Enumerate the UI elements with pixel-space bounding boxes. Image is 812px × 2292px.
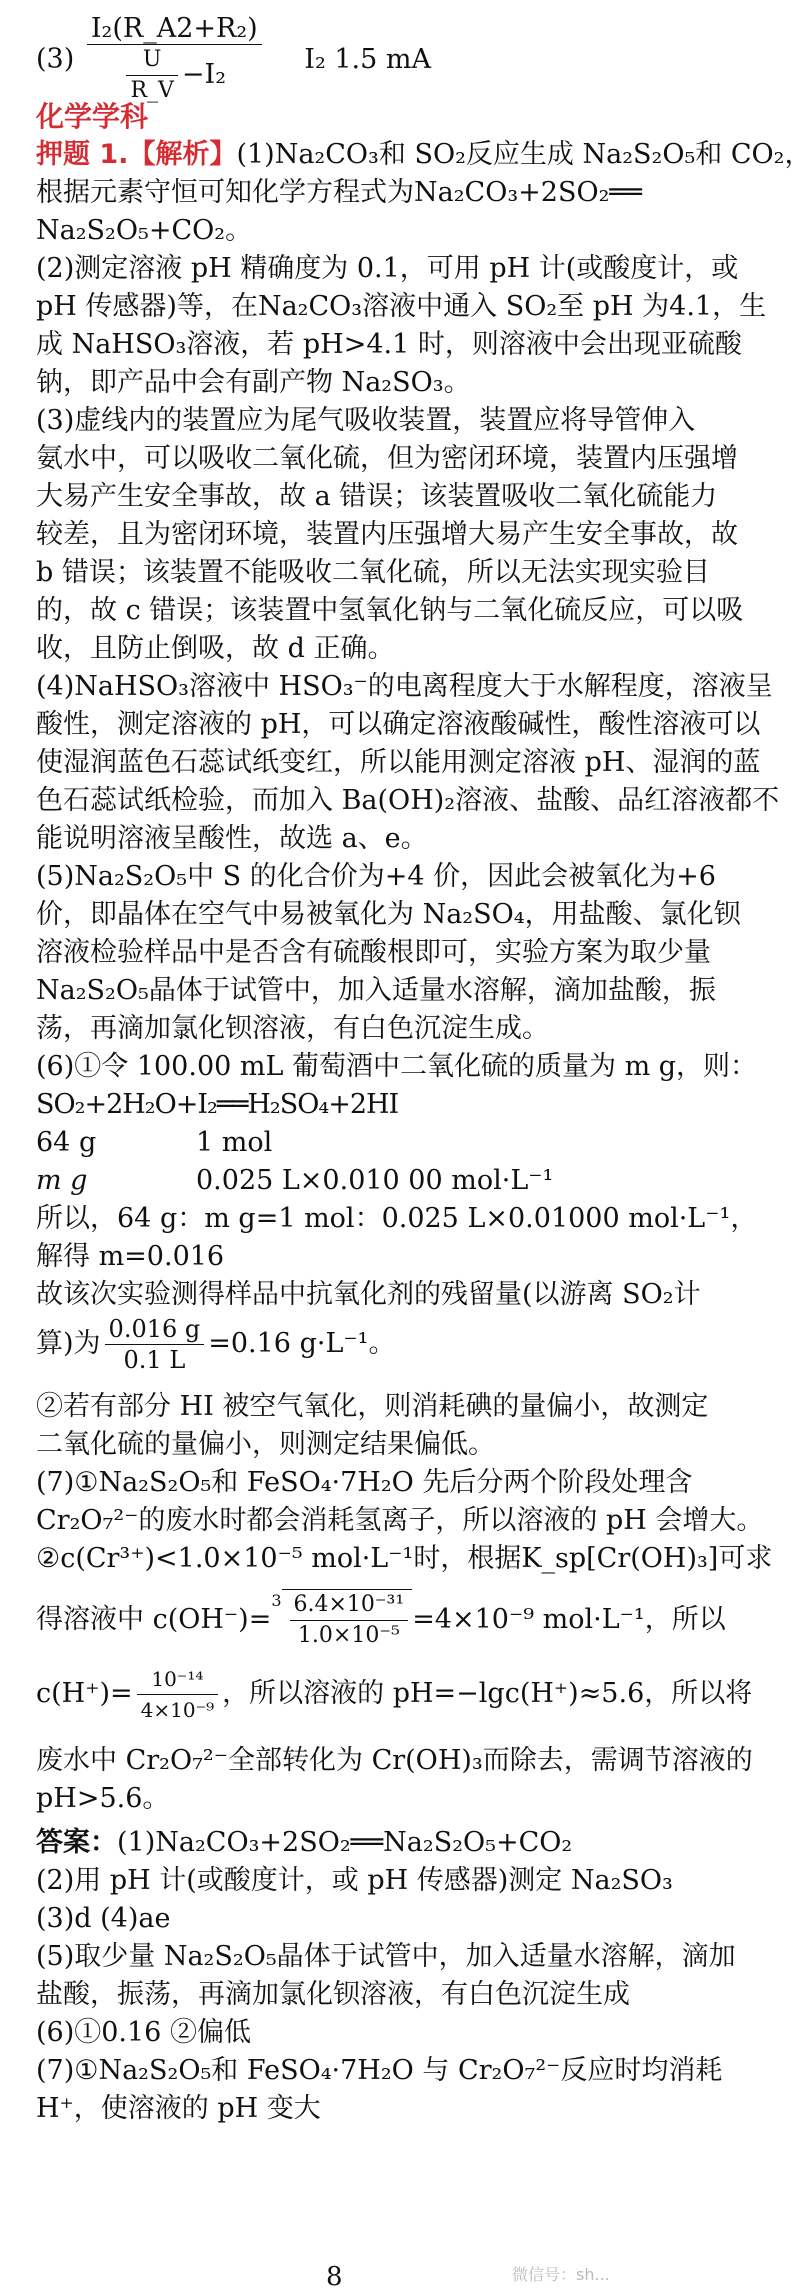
inner-numerator: U: [126, 45, 177, 76]
concentration-fraction: [105, 1314, 205, 1375]
para-line-15: (4)NaHSO₃溶液中 HSO₃⁻的电离程度大于水解程度，溶液呈: [36, 671, 773, 702]
inner-denominator: R_V: [130, 78, 174, 103]
para-line-38: [36, 1584, 726, 1654]
fraction-denominator: [87, 45, 262, 106]
para-line-16: 酸性，测定溶液的 pH，可以确定溶液酸碱性，酸性溶液可以: [36, 709, 761, 740]
fraction-numerator: 0.016 g: [105, 1314, 205, 1345]
para-line-12: b 错误；该装置不能吸收二氧化硫，所以无法实现实验目: [36, 557, 710, 588]
stoich-amount: 0.025 L×0.010 00 mol·L⁻¹: [196, 1165, 554, 1196]
cube-root-index: 3: [271, 1591, 282, 1610]
h-ion-fraction: [137, 1664, 219, 1725]
para-line-34: 二氧化硫的量偏小，则测定结果偏低。: [36, 1429, 495, 1460]
para-line-19: 能说明溶液呈酸性，故选 a、e。: [36, 823, 428, 854]
para-line-6: 成 NaHSO₃溶液，若 pH>4.1 时，则溶液中会出现亚硫酸: [36, 329, 742, 360]
para-line-3: Na₂S₂O₅+CO₂。: [36, 215, 253, 246]
stoich-mass: 64 g: [36, 1127, 97, 1158]
text: 得溶液中 c(OH⁻)=: [36, 1604, 272, 1635]
para-line-31: 故该次实验测得样品中抗氧化剂的残留量(以游离 SO₂计: [36, 1279, 701, 1310]
para-line-25: (6)①令 100.00 mL 葡萄酒中二氧化硫的质量为 m g，则：: [36, 1051, 758, 1082]
text: ，所以溶液的 pH=−lgc(H⁺)≈5.6，所以将: [222, 1678, 753, 1709]
inner-fraction: [126, 45, 177, 106]
para-line-9: 氨水中，可以吸收二氧化硫，但为密闭环境，装置内压强增: [36, 443, 738, 474]
para-line-13: 的，故 c 错误；该装置中氢氧化钠与二氧化硫反应，可以吸: [36, 595, 744, 626]
para-line-14: 收，且防止倒吸，故 d 正确。: [36, 633, 395, 664]
text: c(H⁺)=: [36, 1678, 133, 1709]
answers-label: 答案：: [36, 1827, 117, 1858]
para-line-8: (3)虚线内的装置应为尾气吸收装置，装置应将导管伸入: [36, 405, 696, 436]
fraction-denominator: 1.0×10⁻⁵: [297, 1623, 400, 1648]
para-line-18: 色石蕊试纸检验，而加入 Ba(OH)₂溶液、盐酸、品红溶液都不: [36, 785, 780, 816]
para-line-41: pH>5.6。: [36, 1783, 170, 1814]
para-line-29: 所以，64 g：m g=1 mol：0.025 L×0.01000 mol·L⁻¹，: [36, 1203, 758, 1234]
answer-line-5a: (5)取少量 Na₂S₂O₅晶体于试管中，加入适量水溶解，滴加: [36, 1941, 736, 1972]
para-line-20: (5)Na₂S₂O₅中 S 的化合价为+4 价，因此会被氧化为+6: [36, 861, 716, 892]
minus-term: −I₂: [181, 59, 227, 90]
stoich-row-1: [36, 1126, 696, 1160]
fraction-numerator: 10⁻¹⁴: [137, 1664, 219, 1695]
answer-line-5b: 盐酸，振荡，再滴加氯化钡溶液，有白色沉淀生成: [36, 1979, 630, 2010]
para-line-5: pH 传感器)等，在Na₂CO₃溶液中通入 SO₂至 pH 为4.1，生: [36, 291, 767, 322]
para-line-36: Cr₂O₇²⁻的废水时都会消耗氢离子，所以溶液的 pH 会增大。: [36, 1505, 764, 1536]
text: (1)Na₂CO₃+2SO₂══Na₂S₂O₅+CO₂: [117, 1827, 573, 1858]
answer-line-1: [36, 1826, 696, 1860]
watermark: 微信号：sh...: [512, 2265, 610, 2284]
text: 算)为: [36, 1328, 101, 1359]
para-line-32: [36, 1314, 696, 1380]
para-line-24: 荡，再滴加氯化钡溶液，有白色沉淀生成。: [36, 1013, 549, 1044]
fraction-denominator: 0.1 L: [123, 1346, 186, 1374]
answer-line-2: (2)用 pH 计(或酸度计，或 pH 传感器)测定 Na₂SO₃: [36, 1865, 673, 1896]
fraction-denominator: 4×10⁻⁹: [140, 1698, 215, 1722]
para-line-17: 使湿润蓝色石蕊试纸变红，所以能用测定溶液 pH、湿润的蓝: [36, 747, 761, 778]
text: =0.16 g·L⁻¹。: [208, 1328, 396, 1359]
stoich-row-2: [36, 1164, 696, 1198]
section-title: 化学学科: [36, 100, 149, 133]
para-line-21: 价，即晶体在空气中易被氧化为 Na₂SO₄，用盐酸、氯化钡: [36, 899, 741, 930]
stoich-mol: 1 mol: [196, 1127, 273, 1158]
answer-line-7a: (7)①Na₂S₂O₅和 FeSO₄·7H₂O 与 Cr₂O₇²⁻反应时均消耗: [36, 2055, 723, 2086]
para-line-40: 废水中 Cr₂O₇²⁻全部转化为 Cr(OH)₃而除去，需调节溶液的: [36, 1745, 753, 1776]
item-label: (3): [36, 43, 75, 75]
header-tail: I₂ 1.5 mA: [304, 43, 431, 75]
para-line-37: ②c(Cr³⁺)<1.0×10⁻⁵ mol·L⁻¹时，根据K_sp[Cr(OH)₃]可求: [36, 1543, 773, 1574]
answer-line-3: (3)d (4)ae: [36, 1903, 171, 1934]
para-line-22: 溶液检验样品中是否含有硫酸根即可，实验方案为取少量: [36, 937, 711, 968]
para-line-4: (2)测定溶液 pH 精确度为 0.1，可用 pH 计(或酸度计，或: [36, 253, 739, 284]
page-number: 8: [326, 2262, 343, 2292]
reaction-equation: SO₂+2H₂O+I₂══H₂SO₄+2HI: [36, 1089, 399, 1120]
para-line-23: Na₂S₂O₅晶体于试管中，加入适量水溶解，滴加盐酸，振: [36, 975, 716, 1006]
para-line-11: 较差，且为密闭环境，装置内压强增大易产生安全事故，故: [36, 519, 738, 550]
header-formula: [36, 13, 696, 103]
para-line-33: ②若有部分 HI 被空气氧化，则消耗碘的量偏小，故测定: [36, 1391, 709, 1422]
fraction-numerator: I₂(R_A2+R₂): [87, 14, 262, 45]
cube-root: [282, 1589, 413, 1651]
para-line-2: 根据元素守恒可知化学方程式为Na₂CO₃+2SO₂══: [36, 177, 642, 208]
para-line-1: [36, 138, 812, 172]
para-line-35: (7)①Na₂S₂O₅和 FeSO₄·7H₂O 先后分两个阶段处理含: [36, 1467, 693, 1498]
para-line-10: 大易产生安全事故，故 a 错误；该装置吸收二氧化硫能力: [36, 481, 718, 512]
ksp-fraction: [290, 1590, 409, 1651]
fraction-numerator: 6.4×10⁻³¹: [290, 1590, 409, 1621]
main-fraction: [87, 14, 262, 106]
problem-label: 押题 1.【解析】: [36, 139, 237, 170]
answer-line-6: (6)①0.16 ②偏低: [36, 2017, 251, 2048]
text: =4×10⁻⁹ mol·L⁻¹，所以: [412, 1604, 726, 1635]
para-line-30: 解得 m=0.016: [36, 1241, 225, 1272]
para-line-7: 钠，即产品中会有副产物 Na₂SO₃。: [36, 367, 471, 398]
stoich-mass-var: m g: [36, 1165, 88, 1196]
text: (1)Na₂CO₃和 SO₂反应生成 Na₂S₂O₅和 CO₂，: [236, 139, 812, 170]
para-line-39: [36, 1664, 753, 1734]
answer-line-7b: H⁺，使溶液的 pH 变大: [36, 2093, 321, 2124]
